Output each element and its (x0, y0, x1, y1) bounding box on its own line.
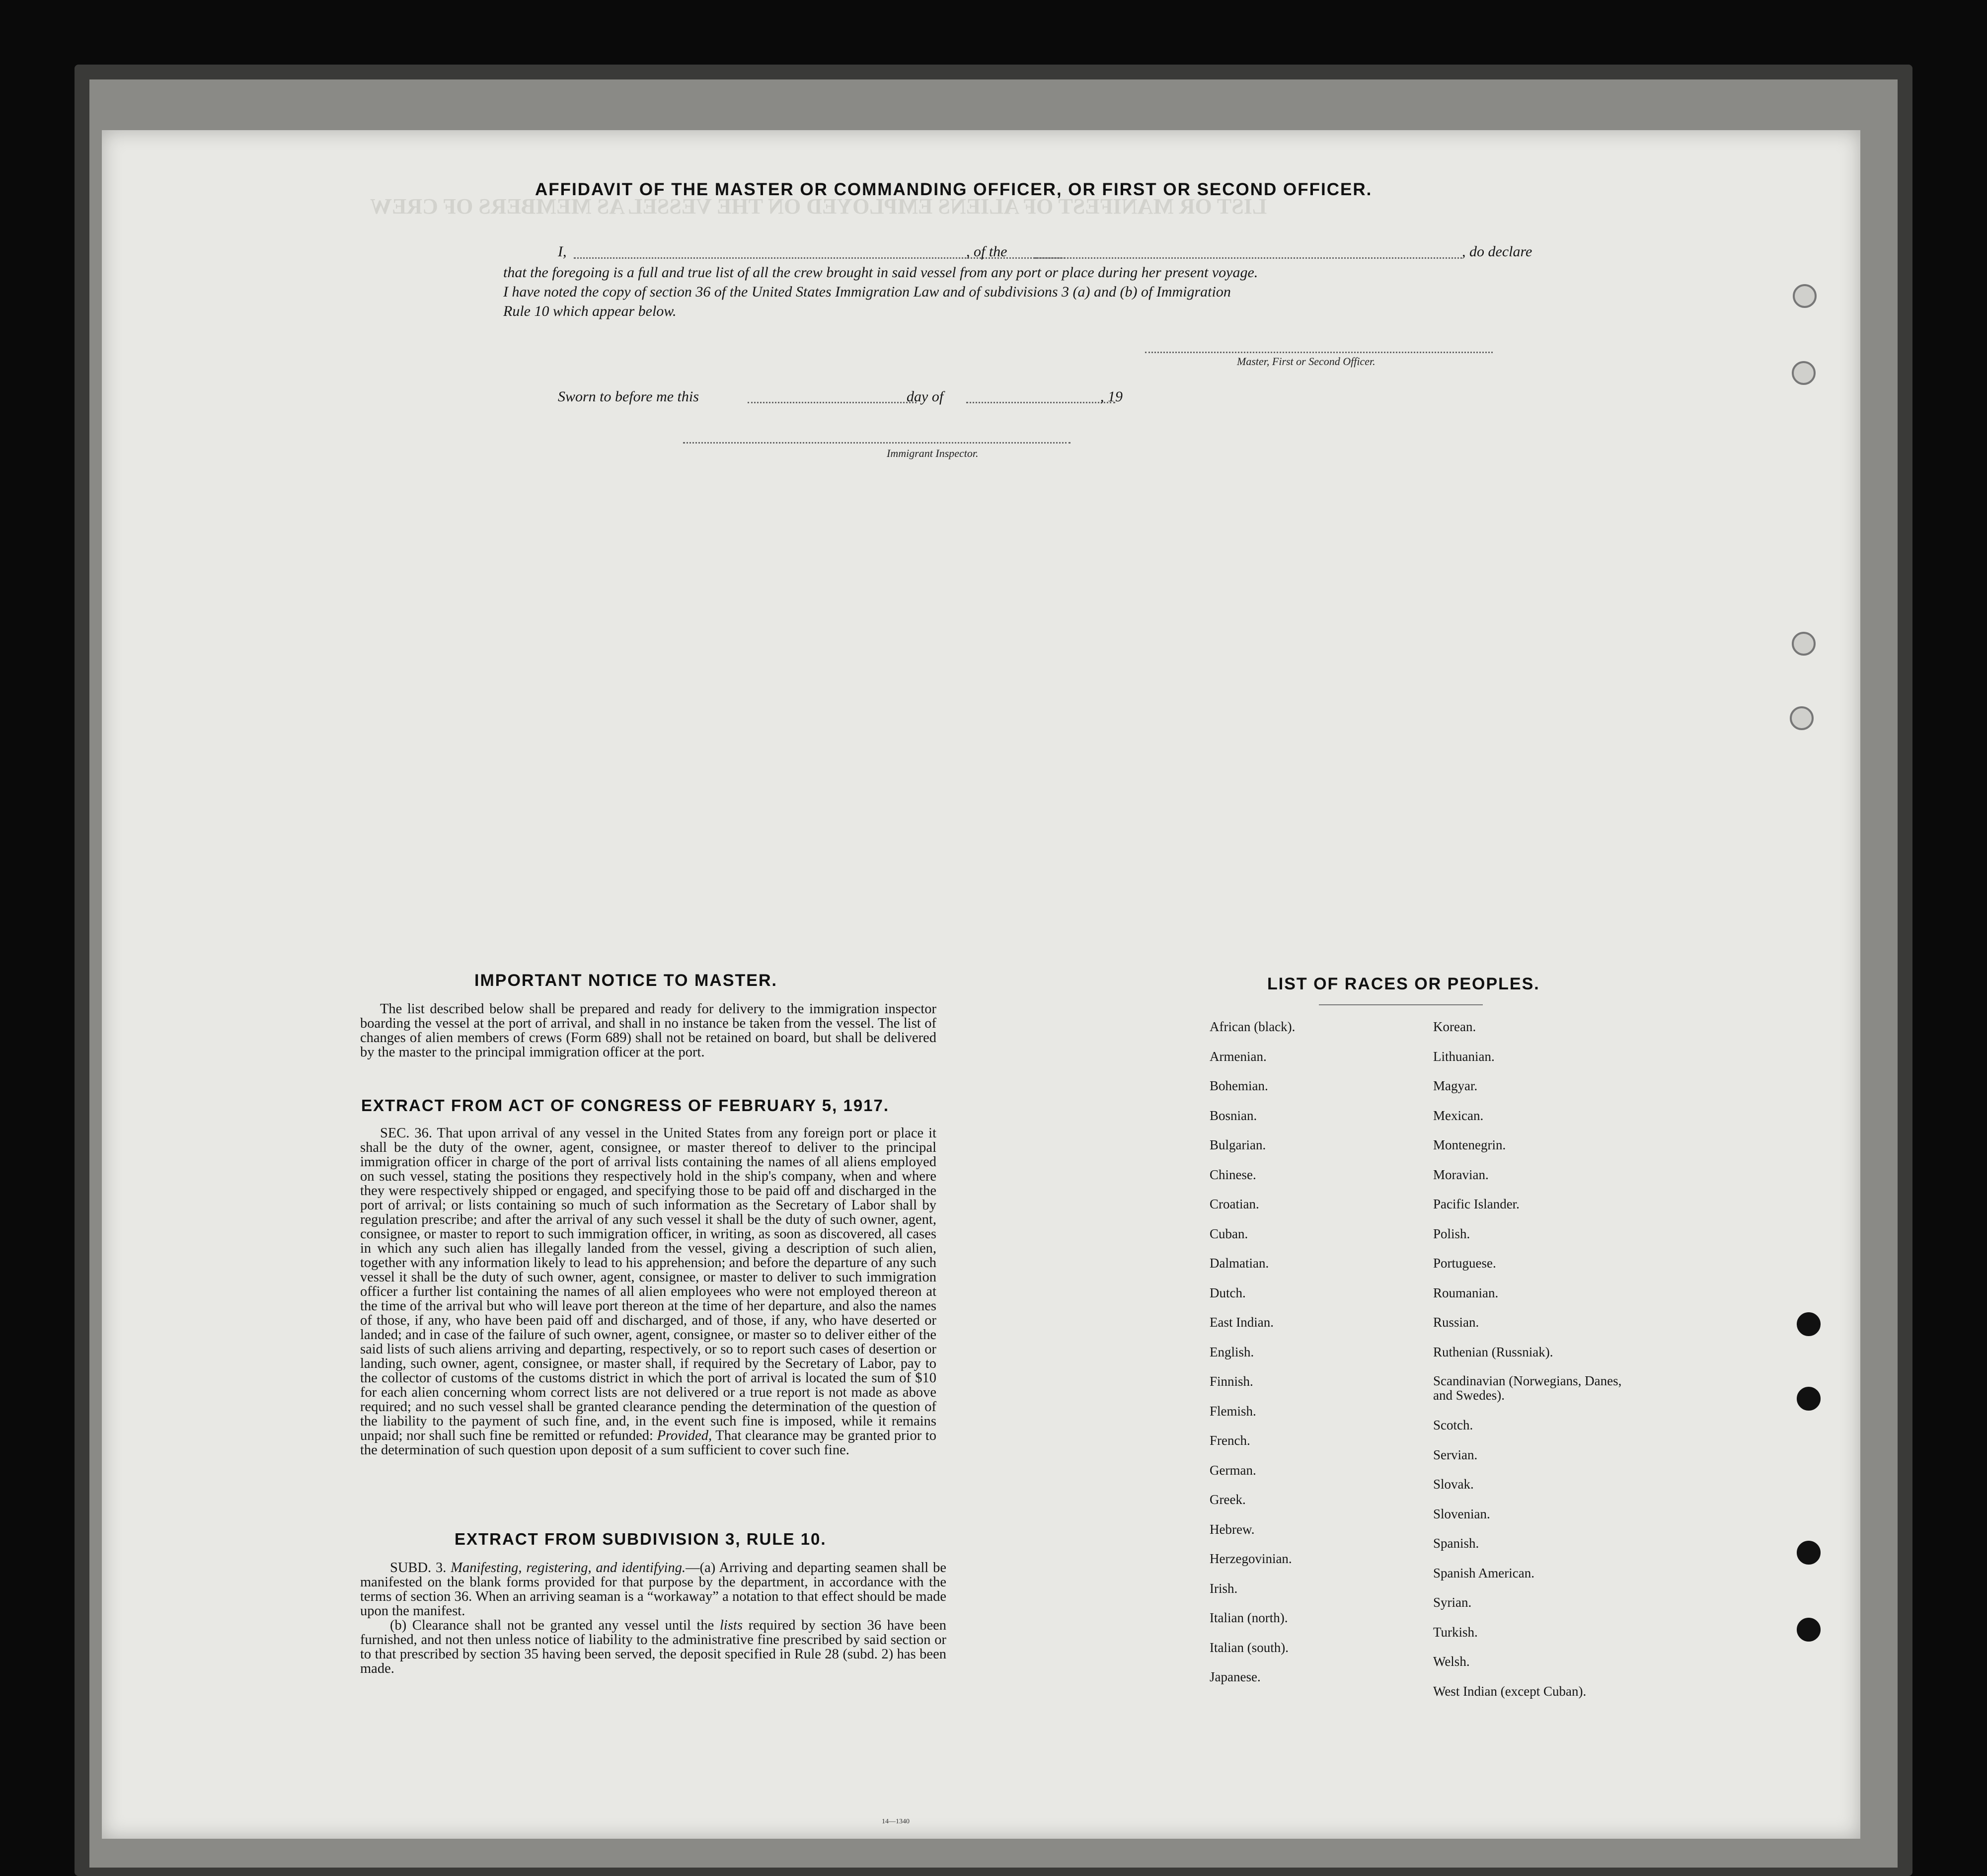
affidavit-i: I, (558, 243, 567, 260)
form-number: 14—1340 (882, 1818, 910, 1825)
affidavit-line-4: Rule 10 which appear below. (503, 303, 677, 319)
race-item: Greek. (1210, 1492, 1246, 1507)
race-item: Croatian. (1210, 1197, 1259, 1211)
subd-title: Manifesting, registering, and identifying. (451, 1560, 686, 1576)
race-item: Herzegovinian. (1210, 1551, 1292, 1566)
sec-label: SEC. 36. (380, 1126, 433, 1141)
rule-para-a: —(a) Arriving and departing seamen shall be manifested on the blank forms provided for that purpose by the department, in accordance with the terms of section 36. When an arriving seaman is a “workaway” a notation to that effect should be made upon the manifest. (360, 1560, 946, 1619)
race-item: Bosnian. (1210, 1108, 1257, 1123)
race-item: Russian. (1433, 1315, 1479, 1330)
sworn-day-blank (748, 402, 917, 403)
race-item: Ruthenian (Russniak). (1433, 1344, 1553, 1359)
race-item: Pacific Islander. (1433, 1197, 1520, 1211)
race-item: Finnish. (1210, 1374, 1253, 1389)
year-text: , 19 (1100, 388, 1123, 405)
race-item: Roumanian. (1433, 1285, 1499, 1300)
act-text (360, 1126, 936, 1457)
races-heading: LIST OF RACES OR PEOPLES. (1267, 975, 1540, 993)
race-item: Scandinavian (Norwegians, Danes, and Swedes). (1433, 1373, 1622, 1403)
sworn-text: Sworn to before me this (558, 388, 699, 405)
race-item: Turkish. (1433, 1624, 1478, 1640)
inspector-blank (683, 442, 1070, 444)
race-item: Portuguese. (1433, 1256, 1496, 1271)
race-item: Servian. (1433, 1447, 1478, 1462)
race-item: Chinese. (1210, 1167, 1256, 1182)
race-item: East Indian. (1210, 1315, 1274, 1330)
race-item: Dutch. (1210, 1285, 1246, 1300)
day-of-text: day of (907, 388, 944, 405)
manifest-page (102, 130, 1860, 1839)
inspector-caption: Immigrant Inspector. (887, 447, 979, 459)
vessel-blank (1035, 257, 1462, 259)
act-paragraph-end: That clearance may be granted prior to the determination of such question upon deposit of a sum sufficient to cover such fine. (360, 1428, 937, 1458)
race-item: Slovenian. (1433, 1506, 1490, 1521)
race-item: Scotch. (1433, 1418, 1473, 1432)
punch-hole (1792, 632, 1816, 656)
provided-word: Provided, (657, 1428, 712, 1443)
race-item: English. (1210, 1344, 1254, 1359)
race-item: Polish. (1433, 1226, 1470, 1241)
punch-hole (1797, 1387, 1821, 1411)
notice-text (360, 1002, 936, 1059)
race-item: Armenian. (1210, 1049, 1267, 1064)
sworn-month-blank (966, 402, 1115, 403)
signature-caption: Master, First or Second Officer. (1237, 355, 1376, 368)
punch-hole (1790, 706, 1814, 730)
act-heading: EXTRACT FROM ACT OF CONGRESS OF FEBRUARY 5, 1917. (361, 1096, 890, 1115)
race-item: African (black). (1210, 1019, 1296, 1034)
rule-para-b-end: required by section 36 have been furnished, and not then unless notice of liability to the administrative fine prescribed by said section or to that prescribed by section 35 having been served, the deposit specified in Rule 28 (subd. 2) has been made. (360, 1618, 947, 1676)
rule-para-b-start: (b) Clearance shall not be granted any vessel until the (390, 1618, 714, 1633)
signature-blank (1145, 352, 1493, 353)
race-item: Spanish. (1433, 1536, 1479, 1551)
punch-hole (1797, 1618, 1821, 1642)
lists-word: lists (719, 1618, 743, 1633)
affidavit-of-the: , of the (966, 243, 1007, 260)
race-item: Moravian. (1433, 1167, 1489, 1182)
bleed-through-title: LIST OR MANIFEST OF ALIENS EMPLOYED ON THE VESSEL AS MEMBERS OF CREW (370, 194, 1267, 219)
race-item: Spanish American. (1433, 1565, 1534, 1580)
races-rule (1319, 1004, 1483, 1005)
race-item: Slovak. (1433, 1477, 1474, 1492)
subd-label: SUBD. 3. (390, 1560, 447, 1576)
notice-heading: IMPORTANT NOTICE TO MASTER. (474, 971, 777, 990)
rule-heading: EXTRACT FROM SUBDIVISION 3, RULE 10. (455, 1530, 827, 1548)
race-item: Magyar. (1433, 1078, 1478, 1093)
race-item: Hebrew. (1210, 1521, 1255, 1537)
race-item: Italian (south). (1210, 1640, 1289, 1655)
punch-hole (1792, 361, 1816, 385)
affidavit-line-3: I have noted the copy of section 36 of the United States Immigration Law and of subdivisions 3 (a) and (b) of Immigration (503, 284, 1231, 300)
affidavit-line-2: that the foregoing is a full and true list of all the crew brought in said vessel from any port or place during her present voyage. (503, 264, 1258, 281)
race-item: Bohemian. (1210, 1078, 1268, 1093)
race-item: West Indian (except Cuban). (1433, 1683, 1587, 1699)
race-item: Syrian. (1433, 1595, 1472, 1610)
race-item: French. (1210, 1433, 1250, 1448)
race-item: Montenegrin. (1433, 1137, 1506, 1152)
race-item: Korean. (1433, 1019, 1476, 1034)
rule-text (360, 1561, 946, 1676)
punch-hole (1793, 284, 1817, 308)
race-item: Mexican. (1433, 1108, 1484, 1123)
punch-hole (1797, 1541, 1821, 1565)
notice-paragraph: The list described below shall be prepared and ready for delivery to the immigration inspector boarding the vessel at the port of arrival, and shall in no instance be taken from the vessel. The list of changes of alien members of crews (Form 689) shall not be retained on board, but shall be delivered by the master to the principal immigration officer at the port. (360, 1001, 936, 1060)
race-item: Irish. (1210, 1580, 1238, 1596)
punch-hole (1797, 1312, 1821, 1336)
race-item: German. (1210, 1462, 1256, 1478)
race-item: Dalmatian. (1210, 1256, 1269, 1271)
race-item: Flemish. (1210, 1403, 1256, 1419)
affidavit-do-declare: , do declare (1462, 243, 1532, 260)
affidavit-title: AFFIDAVIT OF THE MASTER OR COMMANDING OFFICER, OR FIRST OR SECOND OFFICER. (535, 180, 1373, 199)
race-item: Welsh. (1433, 1654, 1470, 1669)
act-paragraph: That upon arrival of any vessel in the United States from any foreign port or place it shall be the duty of the owner, agent, consignee, or master thereof to deliver to the principal immigration officer in charge of the port of arrival lists containing the names of all aliens employed on such vessel, stating the positions they respectively hold in the ship's company, when and where they were respectively shipped or engaged, and specifying those to be paid off and discharged in the port of arrival; or lists containing so much of such information as the Secretary of Labor shall by regulation prescribe; and after the arrival of any such vessel it shall be the duty of such owner, agent, consignee, or master to report to such immigration officer, in writing, as soon as discovered, all cases in which any such alien has illegally landed from the vessel, giving a description of such alien, together with any information likely to lead to his apprehension; and before the departure of any such vessel it shall be the duty of such owner, agent, consignee, or master to deliver to such immigration officer a further list containing the names of all alien employees who were not employed thereon at the time of the arrival but who will leave port thereon at the time of her departure, and also the names of those, if any, who have been paid off and discharged, and of those, if any, who have deserted or landed; and in case of the failure of such owner, agent, consignee, or master so to deliver either of the said lists of such aliens arriving and departing, respectively, or so to report such cases of desertion or landing, such owner, agent, consignee, or master shall, if required by the Secretary of Labor, pay to the collector of customs of the customs district in which the port of arrival is located the sum of $10 for each alien concerning whom correct lists are not delivered or a true report is not made as above required; and no such vessel shall be granted clearance pending the determination of the question of the liability to the payment of such fine, and, in the event such fine is imposed, while it remains unpaid; nor shall such fine be remitted or refunded: (360, 1126, 936, 1443)
race-item: Bulgarian. (1210, 1137, 1266, 1152)
race-item: Cuban. (1210, 1226, 1248, 1241)
race-item: Lithuanian. (1433, 1049, 1495, 1064)
race-item: Japanese. (1210, 1669, 1261, 1684)
race-item: Italian (north). (1210, 1610, 1288, 1625)
